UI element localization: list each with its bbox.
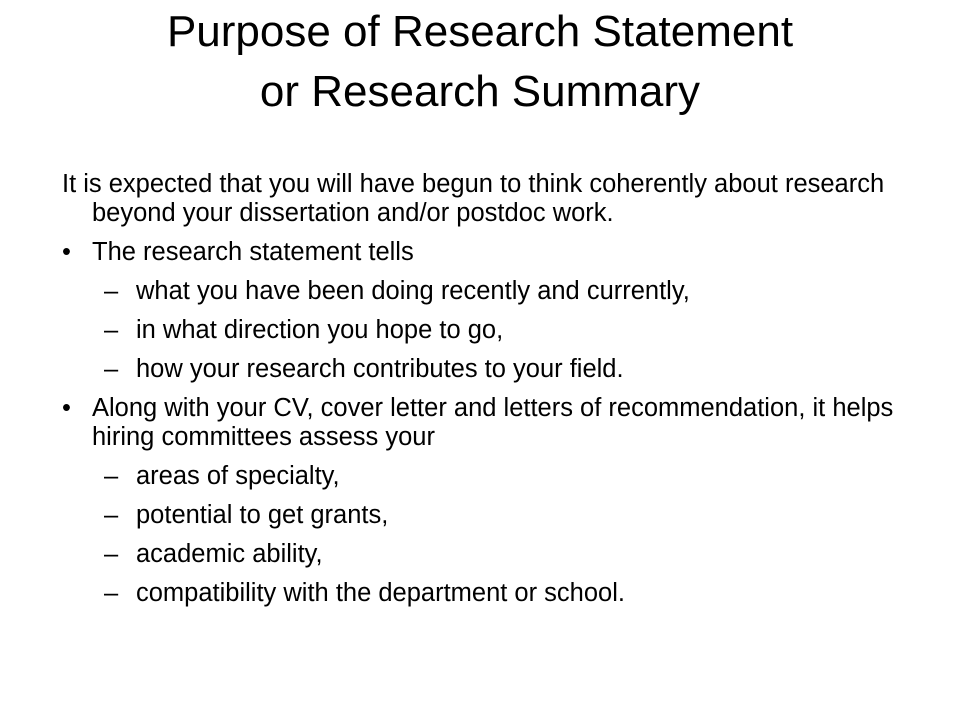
- dash-marker: –: [104, 277, 119, 305]
- sub-item-text: areas of specialty,: [136, 462, 340, 490]
- sub-item: [62, 355, 922, 384]
- slide-body: [62, 170, 922, 618]
- sub-item-text: potential to get grants,: [136, 501, 389, 529]
- dash-marker: –: [104, 355, 119, 383]
- sub-item: [62, 462, 922, 491]
- sub-item-text: academic ability,: [136, 540, 323, 568]
- sub-item: [62, 316, 922, 345]
- dash-marker: –: [104, 579, 119, 607]
- bullet-item-research-statement: [62, 238, 922, 267]
- sub-item: [62, 540, 922, 569]
- bullet-text: Along with your CV, cover letter and letters of recommendation, it helps hiring committees assess your: [92, 394, 894, 451]
- dash-marker: –: [104, 540, 119, 568]
- sub-item-text: compatibility with the department or school.: [136, 579, 625, 607]
- sub-item-text: what you have been doing recently and currently,: [136, 277, 690, 305]
- bullet-item-hiring-committees: [62, 394, 922, 452]
- sub-item-text: in what direction you hope to go,: [136, 316, 504, 344]
- sub-item-text: how your research contributes to your field.: [136, 355, 624, 383]
- slide-title-line-2: or Research Summary: [259, 67, 701, 116]
- slide-title-line-1: Purpose of Research Statement: [166, 7, 794, 56]
- dash-marker: –: [104, 501, 119, 529]
- bullet-marker: •: [62, 238, 71, 266]
- dash-marker: –: [104, 316, 119, 344]
- intro-paragraph: It is expected that you will have begun to think coherently about research beyond your dissertation and/or postdoc work.: [62, 170, 885, 227]
- sub-item: [62, 501, 922, 530]
- slide-title: [40, 2, 920, 122]
- bullet-text: The research statement tells: [92, 238, 414, 266]
- sub-item: [62, 579, 922, 608]
- bullet-marker: •: [62, 394, 71, 422]
- dash-marker: –: [104, 462, 119, 490]
- sub-item: [62, 277, 922, 306]
